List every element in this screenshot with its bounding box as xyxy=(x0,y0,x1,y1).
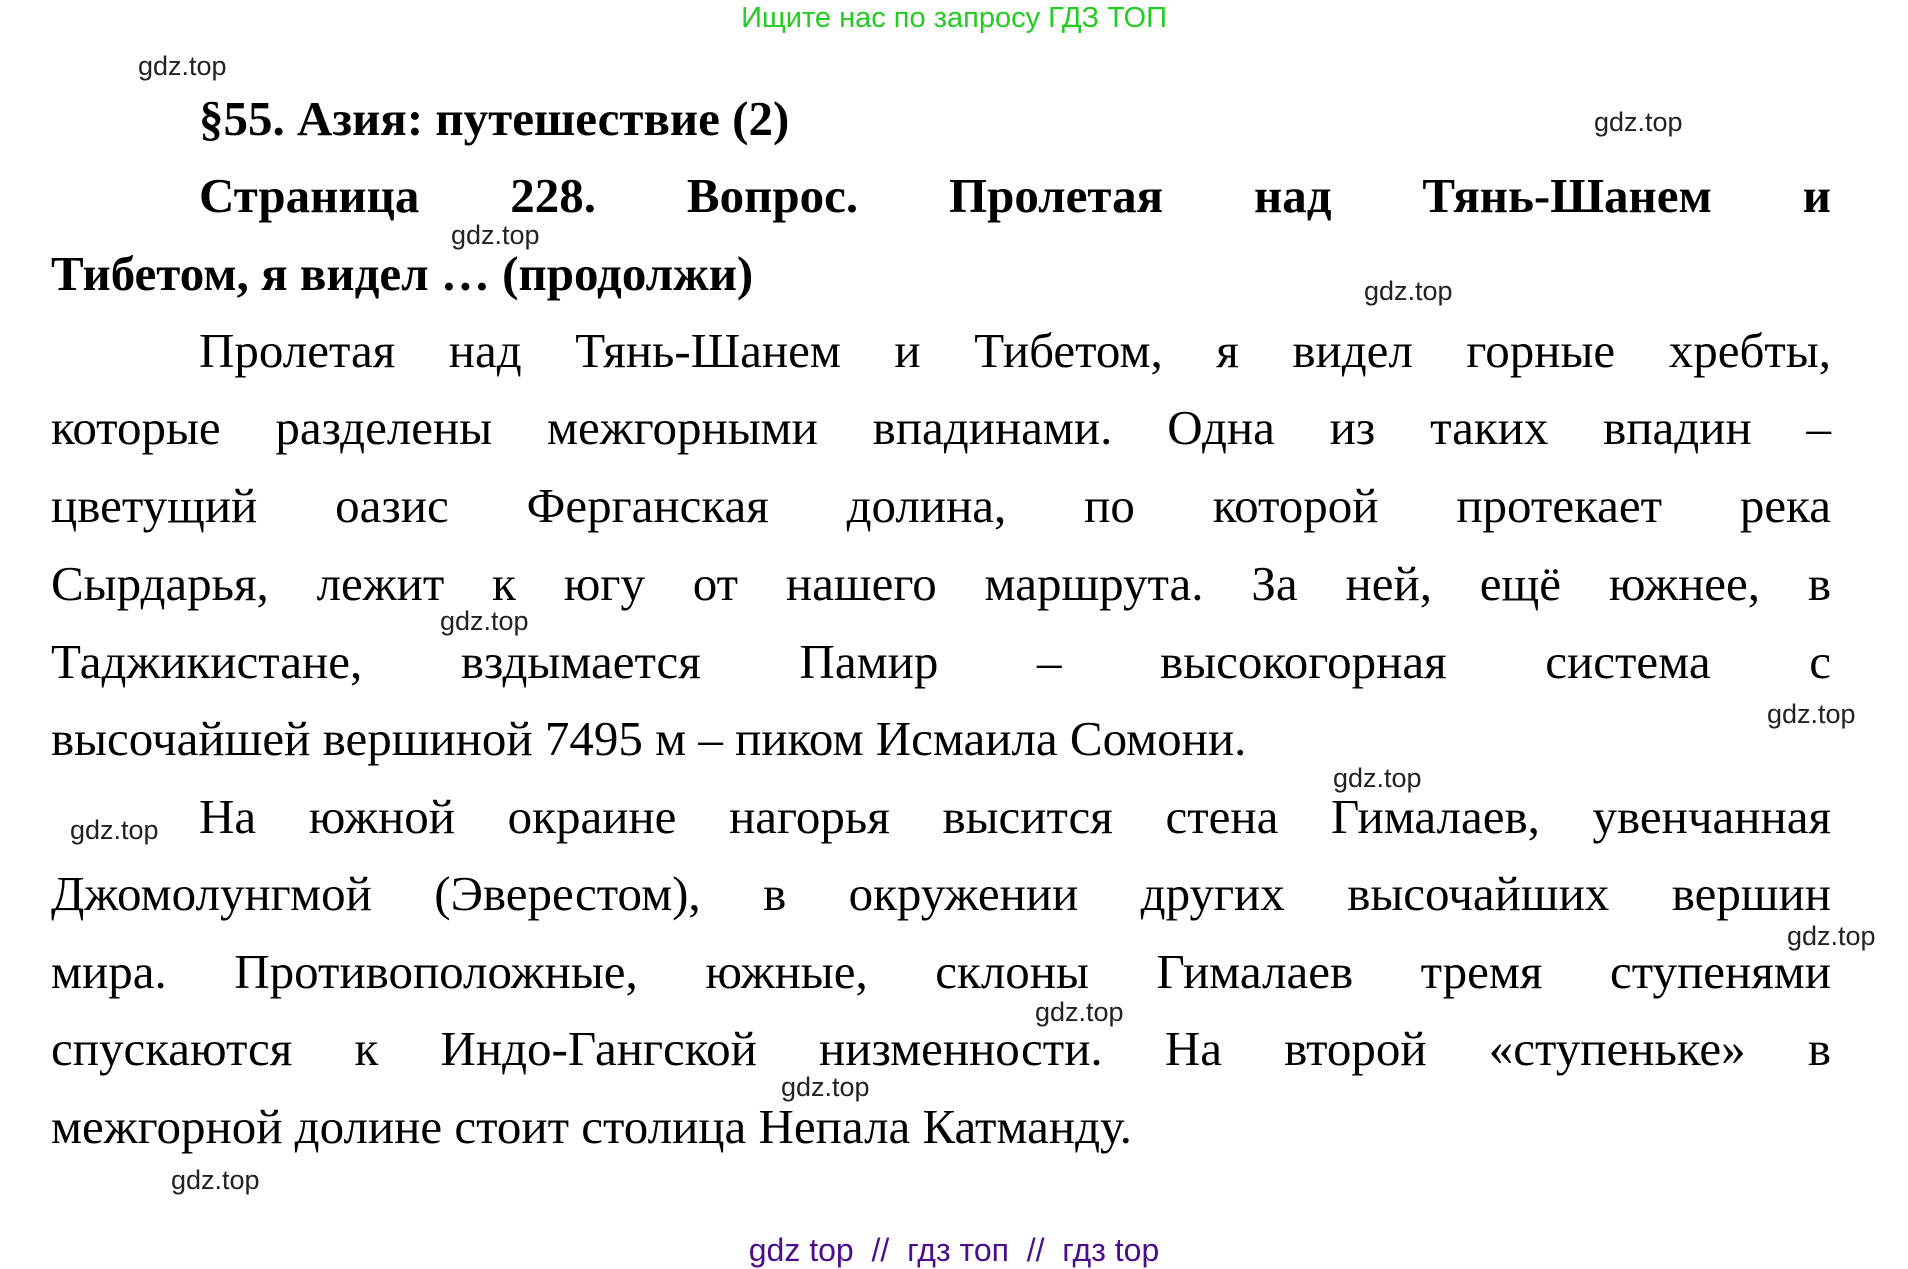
watermark: gdz.top xyxy=(1767,699,1856,729)
question-line: Страница 228. Вопрос. Пролетая над Тянь-Шанем и xyxy=(199,168,1831,223)
question-line: Тибетом, я видел … (продолжи) xyxy=(51,246,754,301)
text-line: межгорной долине стоит столица Непала Катманду. xyxy=(51,1099,1132,1154)
watermark: gdz.top xyxy=(1333,763,1422,793)
text-line: спускаются к Индо-Гангской низменности. На второй «ступеньке» в xyxy=(51,1021,1831,1076)
watermark: gdz.top xyxy=(1787,921,1876,951)
text-line: цветущий оазис Ферганская долина, по которой протекает река xyxy=(51,478,1831,533)
section-title: §55. Азия: путешествие (2) xyxy=(199,91,790,146)
watermark: gdz.top xyxy=(1594,107,1683,137)
footer-links: gdz top // гдз топ // гдз top xyxy=(748,1232,1160,1268)
watermark: gdz.top xyxy=(171,1165,260,1195)
watermark: gdz.top xyxy=(781,1072,870,1102)
watermark: gdz.top xyxy=(138,51,227,81)
text-line: Таджикистане, вздымается Памир – высокогорная система с xyxy=(51,634,1831,689)
text-line: На южной окраине нагорья высится стена Гималаев, увенчанная xyxy=(199,789,1831,844)
text-line: которые разделены межгорными впадинами. Одна из таких впадин – xyxy=(51,400,1831,455)
text-line: Сырдарья, лежит к югу от нашего маршрута. За ней, ещё южнее, в xyxy=(51,556,1831,611)
text-line: мира. Противоположные, южные, склоны Гималаев тремя ступенями xyxy=(51,944,1831,999)
watermark: gdz.top xyxy=(70,815,159,845)
top-banner: Ищите нас по запросу ГДЗ ТОП xyxy=(741,2,1167,34)
watermark: gdz.top xyxy=(1035,997,1124,1027)
text-line: Пролетая над Тянь-Шанем и Тибетом, я видел горные хребты, xyxy=(199,323,1831,378)
watermark: gdz.top xyxy=(1364,276,1453,306)
watermark: gdz.top xyxy=(440,606,529,636)
text-line: Джомолунгмой (Эверестом), в окружении других высочайших вершин xyxy=(51,866,1831,921)
text-line: высочайшей вершиной 7495 м – пиком Исмаила Сомони. xyxy=(51,711,1247,766)
watermark: gdz.top xyxy=(451,220,540,250)
